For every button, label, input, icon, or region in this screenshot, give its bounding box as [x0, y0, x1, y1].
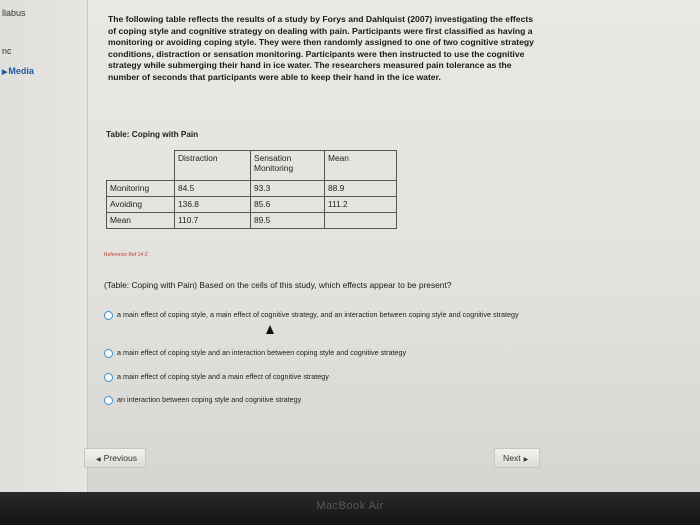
table-cell: 85.6	[251, 197, 325, 213]
next-button[interactable]	[494, 448, 540, 468]
answer-option-label: an interaction between coping style and cognitive strategy	[117, 395, 302, 404]
question-text: (Table: Coping with Pain) Based on the cells of this study, which effects appear to be present?	[104, 280, 452, 290]
radio-button[interactable]	[104, 373, 113, 382]
table-cell: 136.8	[175, 197, 251, 213]
previous-button[interactable]	[84, 448, 146, 468]
chevron-left-icon: ◀	[96, 457, 101, 463]
answer-option-label: a main effect of coping style and a main effect of cognitive strategy	[117, 372, 329, 381]
answer-option-label: a main effect of coping style, a main effect of cognitive strategy, and an interaction between coping style and cognitive strategy	[117, 310, 519, 319]
table-row	[107, 213, 397, 229]
table-header-cell	[107, 151, 175, 181]
table-header-cell: Sensation Monitoring	[251, 151, 325, 181]
answer-option-2[interactable]	[104, 348, 534, 359]
sidebar-item-media[interactable]	[2, 66, 34, 76]
table-row	[107, 197, 397, 213]
table-cell: Mean	[107, 213, 175, 229]
question-content	[96, 0, 700, 492]
coping-pain-table	[106, 150, 397, 229]
reference-link[interactable]: Reference Ref 14-2	[104, 252, 148, 258]
table-header-row	[107, 151, 397, 181]
bezel-label: MacBook Air	[316, 500, 384, 512]
table-cell	[325, 213, 397, 229]
mouse-cursor-icon	[266, 325, 274, 334]
table-cell: 88.9	[325, 181, 397, 197]
table-cell: 110.7	[175, 213, 251, 229]
previous-button-label: Previous	[103, 453, 138, 463]
table-cell: Avoiding	[107, 197, 175, 213]
table-header-cell: Mean	[325, 151, 397, 181]
table-cell: 93.3	[251, 181, 325, 197]
sidebar-item-label: Media	[8, 66, 34, 76]
table-cell: 89.5	[251, 213, 325, 229]
intro-paragraph: The following table reflects the results of a study by Forys and Dahlquist (2007) investigating the effects of coping style and cognitive strategy on dealing with pain. Participants were first classified as having a monitoring or avoiding coping style. They were then randomly assigned to one of two cognitive strategy conditions, distraction or sensation monitoring. Participants were then instructed to use the cognitive strategy while submerging their hand in ice water. The researchers measured pain tolerance as the number of seconds that participants were able to keep their hand in the ice water.	[108, 14, 534, 82]
sidebar-item-label: nc	[2, 46, 12, 56]
sidebar-item-nc[interactable]	[2, 46, 12, 56]
radio-button[interactable]	[104, 311, 113, 320]
radio-button[interactable]	[104, 396, 113, 405]
triangle-right-icon: ▶	[2, 69, 8, 76]
answer-option-3[interactable]	[104, 372, 534, 383]
next-button-label: Next	[503, 453, 521, 463]
sidebar	[0, 0, 88, 492]
table-cell: Monitoring	[107, 181, 175, 197]
radio-button[interactable]	[104, 349, 113, 358]
answer-option-1[interactable]	[104, 310, 534, 321]
table-caption: Table: Coping with Pain	[106, 130, 199, 139]
table-cell: 111.2	[325, 197, 397, 213]
chevron-right-icon: ▶	[523, 457, 529, 463]
table-header-cell: Distraction	[175, 151, 251, 181]
table-cell: 84.5	[175, 181, 251, 197]
sidebar-item-syllabus[interactable]	[2, 8, 26, 18]
table-row	[107, 181, 397, 197]
answer-option-label: a main effect of coping style and an interaction between coping style and cognitive strategy	[117, 348, 407, 357]
sidebar-item-label: llabus	[2, 8, 26, 18]
answer-option-4[interactable]	[104, 395, 534, 406]
